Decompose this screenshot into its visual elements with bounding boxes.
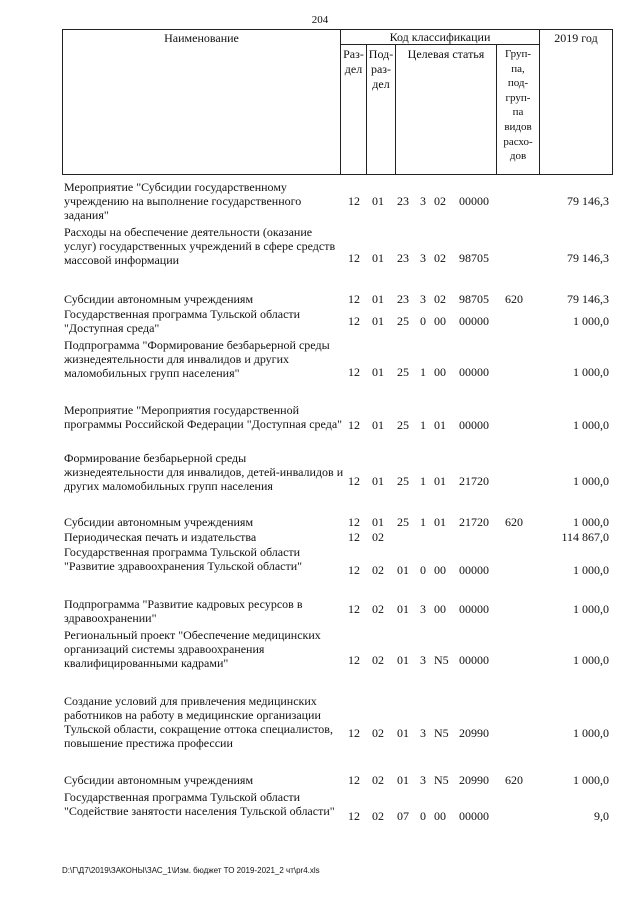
- row-5-cs3: 01: [434, 418, 446, 432]
- row-1-sum: 79 146,3: [567, 251, 609, 265]
- row-7-cs3: 01: [434, 515, 446, 529]
- header-name: Наименование: [164, 31, 239, 45]
- header-podrazdel: Под- раз- дел: [368, 47, 394, 91]
- row-5-cs2: 1: [420, 418, 426, 432]
- row-12-cs1: 01: [397, 726, 409, 740]
- row-13-cs4: 20990: [459, 773, 489, 787]
- row-12-cs2: 3: [420, 726, 426, 740]
- page-number: 204: [311, 14, 329, 26]
- row-6-cs1: 25: [397, 474, 409, 488]
- row-9-pr: 02: [372, 563, 384, 577]
- row-3-cs4: 00000: [459, 314, 489, 328]
- row-11-name: Региональный проект "Обеспечение медицинских организаций системы здравоохранения квалифицированными кадрами": [64, 628, 321, 670]
- row-10-cs3: 00: [434, 602, 446, 616]
- row-2-name: Субсидии автономным учреждениям: [64, 292, 254, 306]
- row-5-cs1: 25: [397, 418, 409, 432]
- row-13-cs2: 3: [420, 773, 426, 787]
- row-7-rz: 12: [348, 515, 360, 529]
- row-13-pr: 02: [372, 773, 384, 787]
- row-8-rz: 12: [348, 530, 360, 544]
- row-10-cs1: 01: [397, 602, 409, 616]
- row-9-sum: 1 000,0: [573, 563, 609, 577]
- row-11-rz: 12: [348, 653, 360, 667]
- row-14-sum: 9,0: [594, 809, 609, 823]
- row-12-cs4: 20990: [459, 726, 489, 740]
- row-13-vr: 620: [505, 773, 523, 787]
- row-13-cs1: 01: [397, 773, 409, 787]
- row-12-pr: 02: [372, 726, 384, 740]
- row-1-cs1: 23: [397, 251, 409, 265]
- row-10-cs2: 3: [420, 602, 426, 616]
- row-9-cs2: 0: [420, 563, 426, 577]
- row-10-cs4: 00000: [459, 602, 489, 616]
- row-13-sum: 1 000,0: [573, 773, 609, 787]
- row-7-sum: 1 000,0: [573, 515, 609, 529]
- row-7-pr: 01: [372, 515, 384, 529]
- row-4-name: Подпрограмма "Формирование безбарьерной среды жизнедеятельности для инвалидов и других маломобильных групп населения": [64, 338, 330, 380]
- row-6-rz: 12: [348, 474, 360, 488]
- header-group: Груп- па, под- груп- па видов расхо- дов: [503, 48, 533, 163]
- row-5-sum: 1 000,0: [573, 418, 609, 432]
- row-9-name: Государственная программа Тульской области "Развитие здравоохранения Тульской области": [64, 545, 303, 573]
- row-9-rz: 12: [348, 563, 360, 577]
- row-6-cs2: 1: [420, 474, 426, 488]
- row-10-pr: 02: [372, 602, 384, 616]
- row-0-name: Мероприятие "Субсидии государственному учреждению на выполнение государственного задания": [64, 180, 302, 222]
- row-3-cs2: 0: [420, 314, 426, 328]
- header-year: 2019 год: [554, 31, 598, 45]
- row-3-pr: 01: [372, 314, 384, 328]
- row-2-vr: 620: [505, 292, 523, 306]
- row-6-name: Формирование безбарьерной среды жизнедеятельности для инвалидов, детей-инвалидов и других маломобильных групп населения: [64, 451, 344, 493]
- row-10-name: Подпрограмма "Развитие кадровых ресурсов в здравоохранении": [64, 597, 303, 625]
- row-8-name: Периодическая печать и издательства: [64, 530, 257, 544]
- row-0-rz: 12: [348, 194, 360, 208]
- header-vline-left: [62, 29, 63, 174]
- row-11-cs2: 3: [420, 653, 426, 667]
- row-13-rz: 12: [348, 773, 360, 787]
- row-4-cs2: 1: [420, 365, 426, 379]
- row-3-cs1: 25: [397, 314, 409, 328]
- row-11-cs3: N5: [434, 653, 449, 667]
- file-path-footer: D:\Г\Д7\2019\ЗАКОНЫ\ЗАС_1\Изм. бюджет ТО 2019-2021_2 чт\pr4.xls: [62, 866, 320, 875]
- row-1-rz: 12: [348, 251, 360, 265]
- row-0-cs4: 00000: [459, 194, 489, 208]
- row-0-cs1: 23: [397, 194, 409, 208]
- row-10-sum: 1 000,0: [573, 602, 609, 616]
- row-7-cs2: 1: [420, 515, 426, 529]
- row-11-cs1: 01: [397, 653, 409, 667]
- header-razdel: Раз- дел: [343, 47, 364, 76]
- row-4-cs4: 00000: [459, 365, 489, 379]
- row-2-pr: 01: [372, 292, 384, 306]
- row-0-sum: 79 146,3: [567, 194, 609, 208]
- row-6-pr: 01: [372, 474, 384, 488]
- row-7-name: Субсидии автономным учреждениям: [64, 515, 254, 529]
- row-0-pr: 01: [372, 194, 384, 208]
- header-vline-pr: [395, 44, 396, 174]
- row-8-pr: 02: [372, 530, 384, 544]
- row-9-cs1: 01: [397, 563, 409, 577]
- header-target: Целевая статья: [407, 47, 485, 61]
- row-13-cs3: N5: [434, 773, 449, 787]
- row-12-name: Создание условий для привлечения медицинских работников на работу в медицинские организации Тульской области, сокращение оттока специалистов, повышение престижа профессии: [64, 694, 333, 750]
- row-5-name: Мероприятие "Мероприятия государственной программы Российской Федерации "Доступная среда": [64, 403, 343, 431]
- row-14-cs3: 00: [434, 809, 446, 823]
- row-8-sum: 114 867,0: [561, 530, 609, 544]
- row-2-sum: 79 146,3: [567, 292, 609, 306]
- header-line-bottom: [62, 174, 613, 175]
- row-11-pr: 02: [372, 653, 384, 667]
- row-5-pr: 01: [372, 418, 384, 432]
- row-1-name: Расходы на обеспечение деятельности (оказание услуг) государственных учреждений в сфере средств массовой информации: [64, 225, 336, 267]
- row-12-sum: 1 000,0: [573, 726, 609, 740]
- header-classification: Код классификации: [389, 30, 491, 44]
- row-14-rz: 12: [348, 809, 360, 823]
- row-2-cs4: 98705: [459, 292, 489, 306]
- row-7-cs4: 21720: [459, 515, 489, 529]
- row-1-cs4: 98705: [459, 251, 489, 265]
- row-0-cs3: 02: [434, 194, 446, 208]
- row-0-cs2: 3: [420, 194, 426, 208]
- row-3-sum: 1 000,0: [573, 314, 609, 328]
- header-vline-group: [539, 29, 540, 174]
- row-10-rz: 12: [348, 602, 360, 616]
- row-4-sum: 1 000,0: [573, 365, 609, 379]
- row-4-cs1: 25: [397, 365, 409, 379]
- row-14-cs4: 00000: [459, 809, 489, 823]
- row-3-name: Государственная программа Тульской области "Доступная среда": [64, 307, 301, 335]
- row-14-cs1: 07: [397, 809, 409, 823]
- row-2-cs2: 3: [420, 292, 426, 306]
- header-vline-right: [612, 29, 613, 174]
- row-9-cs4: 00000: [459, 563, 489, 577]
- row-6-sum: 1 000,0: [573, 474, 609, 488]
- row-14-cs2: 0: [420, 809, 426, 823]
- row-1-pr: 01: [372, 251, 384, 265]
- row-5-cs4: 00000: [459, 418, 489, 432]
- row-11-sum: 1 000,0: [573, 653, 609, 667]
- row-12-rz: 12: [348, 726, 360, 740]
- row-2-rz: 12: [348, 292, 360, 306]
- row-4-rz: 12: [348, 365, 360, 379]
- row-13-name: Субсидии автономным учреждениям: [64, 773, 254, 787]
- row-4-cs3: 00: [434, 365, 446, 379]
- row-2-cs1: 23: [397, 292, 409, 306]
- row-12-cs3: N5: [434, 726, 449, 740]
- row-6-cs3: 01: [434, 474, 446, 488]
- row-3-cs3: 00: [434, 314, 446, 328]
- row-3-rz: 12: [348, 314, 360, 328]
- row-1-cs3: 02: [434, 251, 446, 265]
- row-14-name: Государственная программа Тульской области "Содействие занятости населения Тульской области": [64, 790, 335, 818]
- row-4-pr: 01: [372, 365, 384, 379]
- row-7-cs1: 25: [397, 515, 409, 529]
- row-6-cs4: 21720: [459, 474, 489, 488]
- row-7-vr: 620: [505, 515, 523, 529]
- row-9-cs3: 00: [434, 563, 446, 577]
- row-11-cs4: 00000: [459, 653, 489, 667]
- row-14-pr: 02: [372, 809, 384, 823]
- row-5-rz: 12: [348, 418, 360, 432]
- row-1-cs2: 3: [420, 251, 426, 265]
- row-2-cs3: 02: [434, 292, 446, 306]
